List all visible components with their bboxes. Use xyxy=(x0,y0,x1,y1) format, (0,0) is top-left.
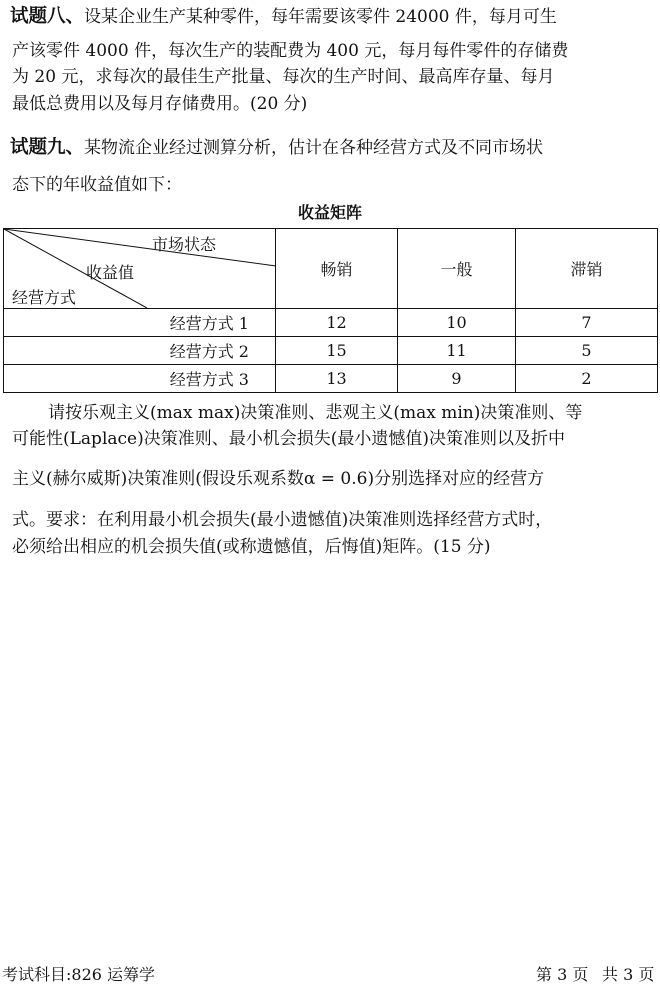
footer-total-pages: 共 3 页 xyxy=(602,965,655,984)
table-cell: 9 xyxy=(398,365,516,393)
q9-line-2: 态下的年收益值如下： xyxy=(12,175,182,195)
table-cell: 2 xyxy=(516,365,658,393)
row-label: 经营方式 1 xyxy=(4,309,276,337)
table-cell: 5 xyxy=(516,337,658,365)
corner-label-payoff: 收益值 xyxy=(86,263,135,282)
q9-line-1 xyxy=(10,137,543,159)
q8-line-4: 最低总费用以及每月存储费用。(20 分) xyxy=(12,94,308,114)
corner-label-operation-mode: 经营方式 xyxy=(12,288,77,307)
q9-para-line-1: 请按乐观主义(max max)决策准则、悲观主义(max min)决策准则、等 xyxy=(48,403,583,423)
q8-line-1 xyxy=(10,6,557,28)
q9-para-line-3: 主义(赫尔威斯)决策准则(假设乐观系数α = 0.6)分别选择对应的经营方 xyxy=(12,469,545,489)
q8-text-1: 设某企业生产某种零件，每年需要该零件 24000 件，每月可生 xyxy=(84,7,557,27)
q9-para-line-4: 式。要求：在利用最小机会损失(最小遗憾值)决策准则选择经营方式时， xyxy=(12,510,553,530)
table-cell: 7 xyxy=(516,309,658,337)
q8-title: 试题八、 xyxy=(10,6,85,27)
column-header-hot: 畅销 xyxy=(276,229,398,309)
corner-label-market-state: 市场状态 xyxy=(152,235,217,254)
q9-text-1: 某物流企业经过测算分析，估计在各种经营方式及不同市场状 xyxy=(84,138,544,158)
q9-para-line-5: 必须给出相应的机会损失值(或称遗憾值，后悔值)矩阵。(15 分) xyxy=(12,537,491,557)
table-cell: 11 xyxy=(398,337,516,365)
table-cell: 13 xyxy=(276,365,398,393)
table-cell: 10 xyxy=(398,309,516,337)
table-row xyxy=(4,337,658,365)
row-label: 经营方式 3 xyxy=(4,365,276,393)
footer-page-number: 第 3 页 xyxy=(536,965,589,984)
column-header-slow: 滞销 xyxy=(516,229,658,309)
q9-para-line-2: 可能性(Laplace)决策准则、最小机会损失(最小遗憾值)决策准则以及折中 xyxy=(12,429,565,449)
table-corner-cell xyxy=(4,229,276,309)
table-caption: 收益矩阵 xyxy=(297,203,362,222)
row-label: 经营方式 2 xyxy=(4,337,276,365)
table-row xyxy=(4,309,658,337)
q9-title: 试题九、 xyxy=(10,137,85,158)
q8-line-2: 产该零件 4000 件，每次生产的装配费为 400 元，每月每件零件的存储费 xyxy=(12,41,569,61)
column-header-normal: 一般 xyxy=(398,229,516,309)
table-row xyxy=(4,365,658,393)
q8-line-3: 为 20 元，求每次的最佳生产批量、每次的生产时间、最高库存量、每月 xyxy=(12,67,555,87)
footer-subject: 考试科目:826 运筹学 xyxy=(2,965,156,984)
table-header-row xyxy=(4,229,658,309)
payoff-matrix-table xyxy=(3,228,658,393)
table-cell: 15 xyxy=(276,337,398,365)
table-cell: 12 xyxy=(276,309,398,337)
